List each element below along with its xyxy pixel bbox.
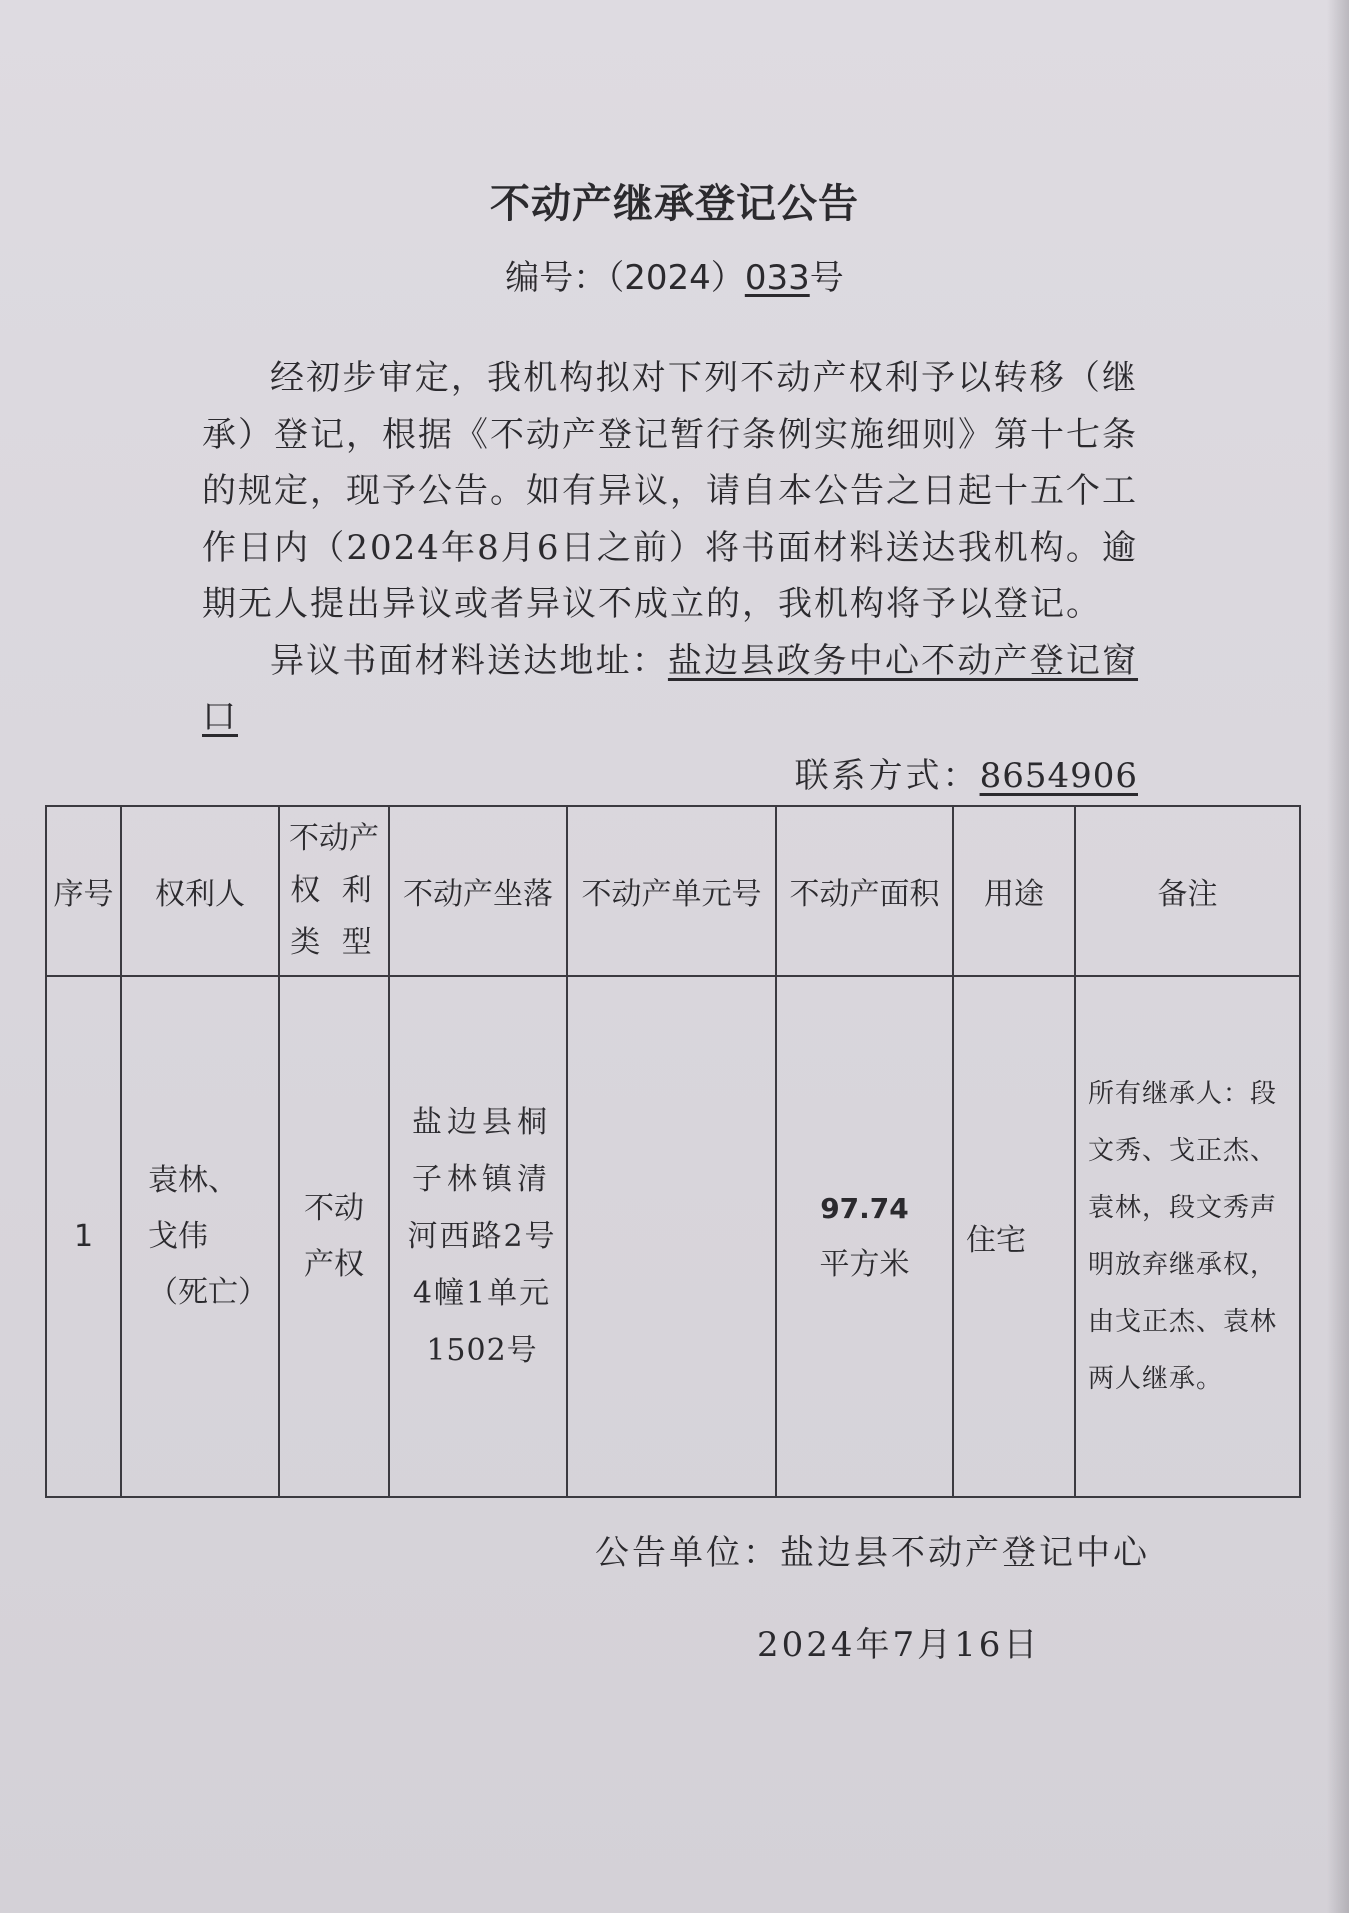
contact-value: 8654906 — [979, 756, 1138, 796]
holder-line: 袁林、 — [148, 1162, 238, 1198]
area-unit: 平方米 — [819, 1246, 910, 1282]
location-line: 盐边县桐 — [412, 1105, 552, 1140]
cell-area — [776, 976, 953, 1497]
header-unit-no: 不动产单元号 — [567, 806, 776, 976]
property-table — [45, 805, 1301, 1498]
holder-line: （死亡） — [148, 1274, 268, 1310]
contact-label: 联系方式： — [794, 756, 980, 796]
issuer-line: 公告单位：盐边县不动产登记中心 — [595, 1533, 1150, 1573]
cell-remark — [1075, 976, 1300, 1497]
cell-no: 1 — [46, 976, 121, 1497]
notice-date: 2024年7月16日 — [757, 1625, 1041, 1665]
location-line: 河西路2号 — [407, 1219, 557, 1254]
remark-line: 所有继承人：段 — [1088, 1078, 1278, 1109]
notice-body — [202, 350, 1138, 746]
remark-line: 文秀、戈正杰、 — [1088, 1135, 1278, 1166]
notice-title: 不动产继承登记公告 — [490, 181, 859, 227]
location-line: 子林镇清 — [412, 1162, 552, 1197]
table-row — [46, 976, 1300, 1497]
header-type-line: 不动产 — [289, 821, 379, 856]
type-line: 产权 — [304, 1246, 364, 1282]
header-type — [279, 806, 389, 976]
table-header-row — [46, 806, 1300, 976]
notice-number-suffix: 号 — [809, 258, 844, 298]
location-line: 1502号 — [426, 1333, 538, 1368]
address-paragraph — [202, 633, 1138, 746]
remark-line: 两人继承。 — [1088, 1363, 1224, 1394]
notice-paragraph: 经初步审定，我机构拟对下列不动产权利予以转移（继承）登记，根据《不动产登记暂行条例实施细则》第十七条的规定，现予公告。如有异议，请自本公告之日起十五个工作日内（2024年8月6日之前）将书面材料送达我机构。逾期无人提出异议或者异议不成立的，我机构将予以登记。 — [202, 358, 1138, 624]
header-type-line: 权 利 — [290, 873, 378, 908]
cell-right-type — [279, 976, 389, 1497]
address-value: 盐边县政务中心不动产登记窗口 — [202, 640, 1139, 737]
header-remark: 备注 — [1075, 806, 1300, 976]
notice-number — [0, 250, 1349, 299]
contact-line — [795, 748, 1138, 797]
address-label: 异议书面材料送达地址： — [270, 640, 668, 681]
header-location: 不动产坐落 — [389, 806, 567, 976]
notice-number-prefix: 编号：（2024） — [505, 258, 745, 298]
holder-line: 戈伟 — [148, 1218, 208, 1254]
cell-unit-no — [567, 976, 776, 1497]
type-line: 不动 — [304, 1190, 364, 1226]
header-usage: 用途 — [953, 806, 1075, 976]
cell-usage: 住宅 — [953, 976, 1075, 1497]
remark-line: 明放弃继承权， — [1088, 1249, 1278, 1280]
header-holder: 权利人 — [121, 806, 279, 976]
cell-holder — [121, 976, 279, 1497]
remark-line: 袁林，段文秀声 — [1088, 1192, 1278, 1223]
area-value: 97.74 — [820, 1191, 909, 1225]
location-line: 4幢1单元 — [412, 1276, 552, 1311]
cell-location — [389, 976, 567, 1497]
remark-line: 由戈正杰、袁林 — [1088, 1306, 1278, 1337]
header-no: 序号 — [46, 806, 121, 976]
notice-number-value: 033 — [744, 258, 810, 298]
header-area: 不动产面积 — [776, 806, 953, 976]
header-type-line: 类 型 — [290, 925, 378, 960]
